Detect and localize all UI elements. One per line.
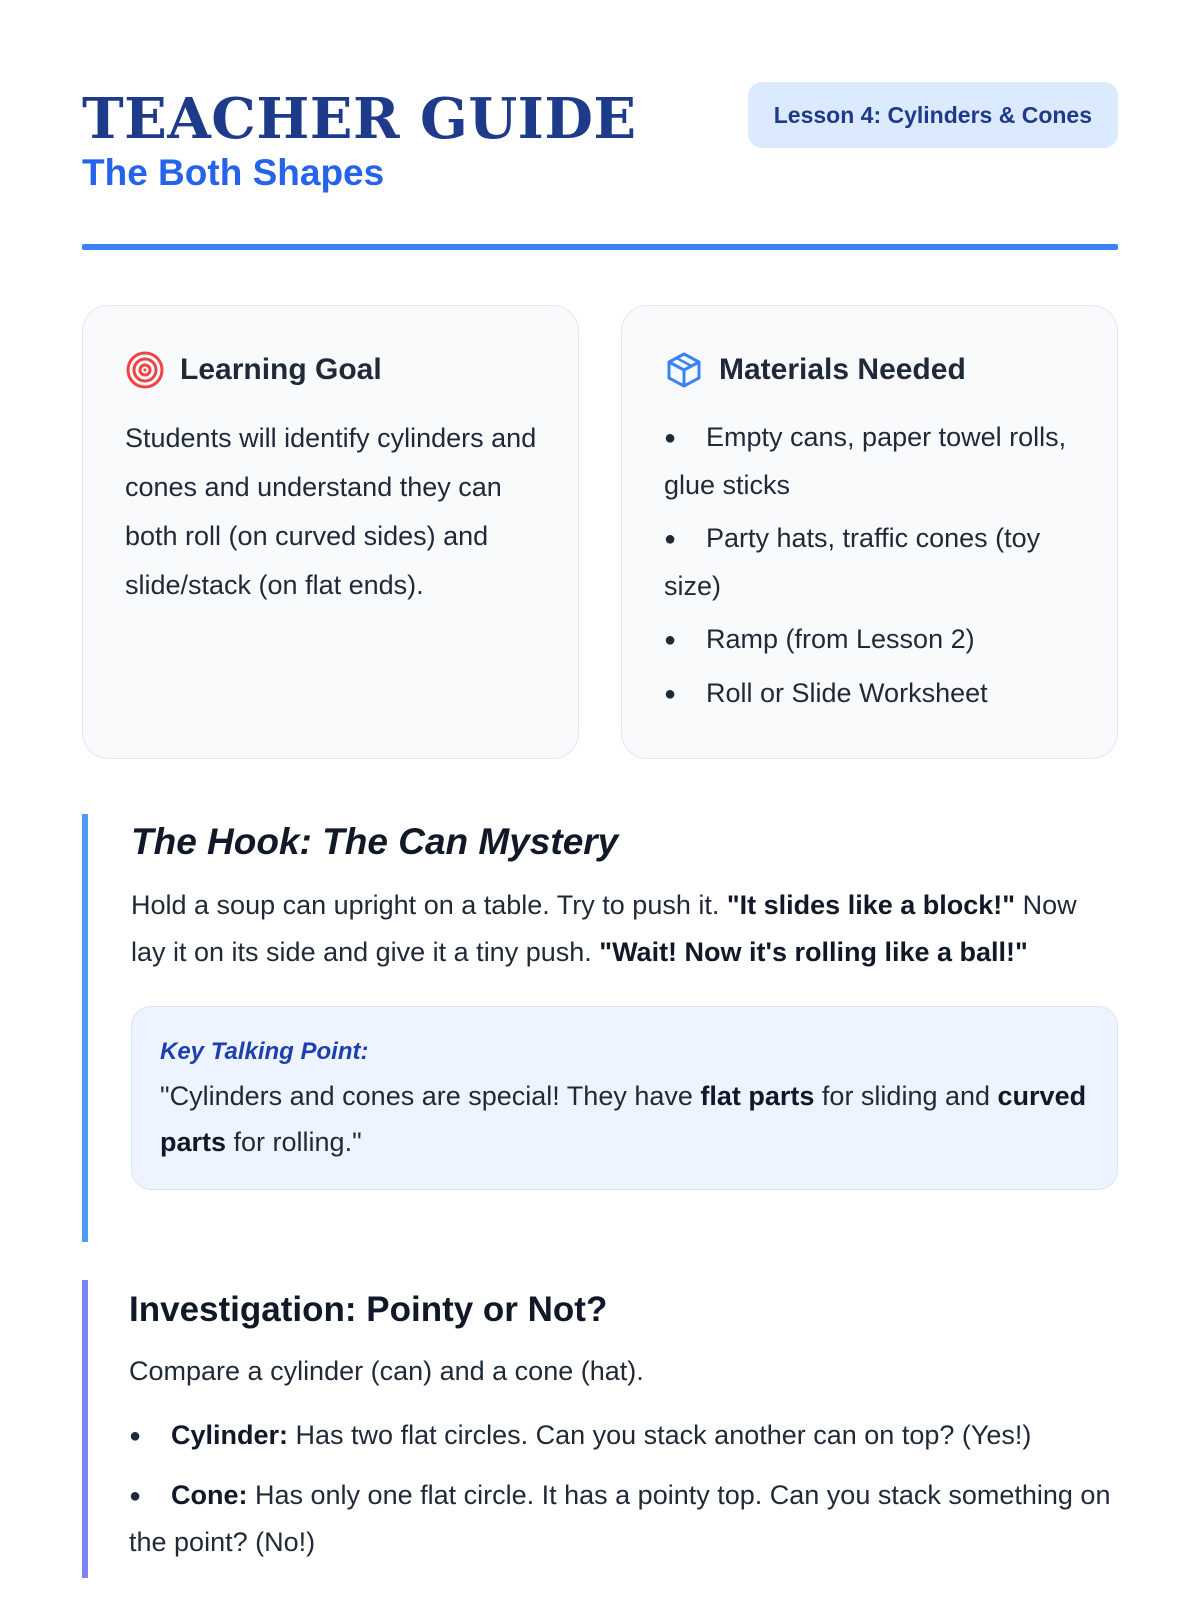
learning-goal-card [82, 305, 579, 759]
materials-card [621, 305, 1118, 759]
learning-goal-text: Students will identify cylinders and cones and understand they can both roll (on curved sides) and slide/stack (on flat ends). [125, 423, 537, 600]
investigation-section [82, 1280, 1118, 1578]
hook-quote: "It slides like a block!" [726, 890, 1016, 920]
bullet-icon: ● [664, 528, 677, 550]
info-cards [82, 305, 1118, 759]
investigation-title: Investigation: Pointy or Not? [129, 1290, 608, 1329]
key-talking-point-label: Key Talking Point: [160, 1038, 369, 1065]
bullet-icon: ● [664, 629, 677, 651]
bullet-icon: ● [664, 683, 677, 705]
hook-section [82, 814, 1118, 1242]
header-divider [82, 244, 1118, 250]
bullet-icon: ● [664, 427, 677, 449]
hook-title: The Hook: The Can Mystery [131, 821, 619, 862]
key-talking-point-box [131, 1006, 1118, 1190]
hook-quote: "Wait! Now it's rolling like a ball!" [599, 937, 1028, 967]
list-item: ● Party hats, traffic cones (toy size) [664, 515, 1077, 610]
list-item: ● Cylinder: Has two flat circles. Can you stack another can on top? (Yes!) [129, 1412, 1118, 1459]
list-item: ● Cone: Has only one flat circle. It has a pointy top. Can you stack something on the point? (No!) [129, 1472, 1118, 1565]
cube-icon [664, 350, 704, 390]
materials-list [664, 414, 1077, 718]
investigation-intro: Compare a cylinder (can) and a cone (hat). [129, 1356, 644, 1386]
bullet-icon: ● [129, 1425, 142, 1447]
list-item: ● Ramp (from Lesson 2) [664, 616, 1077, 664]
materials-title: Materials Needed [719, 353, 966, 386]
materials-header [664, 348, 1077, 392]
list-item: ● Roll or Slide Worksheet [664, 670, 1077, 718]
list-item: ● Empty cans, paper towel rolls, glue sticks [664, 414, 1077, 509]
hook-text: Hold a soup can upright on a table. Try to push it. "It slides like a block!" Now lay it on its side and give it a tiny push. "Wait! Now it's rolling like a ball!" [131, 890, 1077, 967]
guide-header [82, 0, 1118, 250]
bullet-icon: ● [129, 1485, 142, 1507]
page-title: TEACHER GUIDE [82, 86, 637, 152]
lesson-badge: Lesson 4: Cylinders & Cones [748, 82, 1118, 148]
learning-goal-header [125, 348, 538, 392]
target-icon [125, 350, 165, 390]
learning-goal-title: Learning Goal [180, 353, 382, 386]
investigation-list [129, 1412, 1118, 1565]
page-subtitle: The Both Shapes [82, 152, 385, 193]
key-talking-point-text: "Cylinders and cones are special! They have flat parts for sliding and curved parts for rolling." [160, 1081, 1087, 1157]
